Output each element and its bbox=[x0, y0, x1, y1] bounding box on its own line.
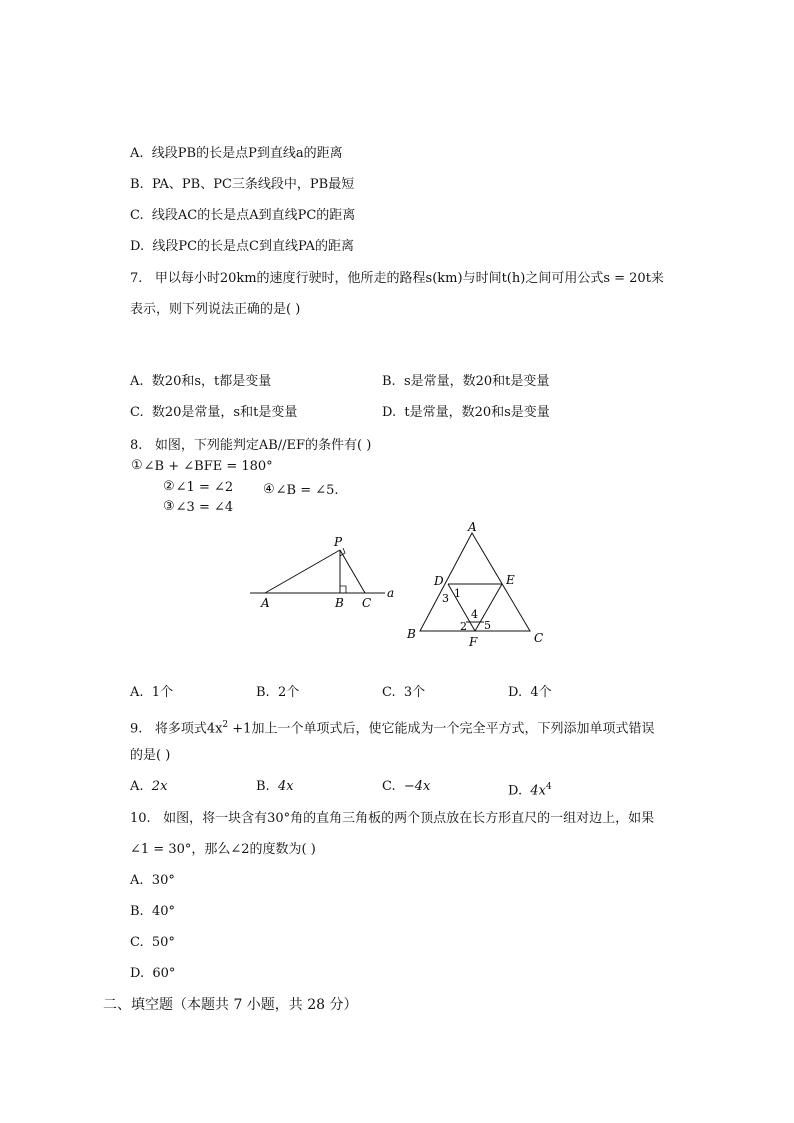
angle-5: 5 bbox=[484, 619, 491, 632]
right-angle-mark-b bbox=[340, 586, 346, 593]
label-b-vertex: B bbox=[407, 627, 416, 641]
angle-3: 3 bbox=[442, 592, 449, 605]
q6-option-a: A. 线段PB的长是点P到直线a的距离 bbox=[130, 146, 343, 161]
q6-option-b: B. PA、PB、PC三条线段中，PB最短 bbox=[130, 177, 355, 192]
q7-stem-line2: 表示，则下列说法正确的是( ) bbox=[130, 302, 301, 317]
label-e: E bbox=[506, 573, 515, 587]
label-c: C bbox=[362, 596, 372, 610]
q10-option-c: C. 50° bbox=[130, 935, 175, 950]
section-heading: 二、填空题（本题共 7 小题，共 28 分） bbox=[103, 997, 358, 1013]
q10-option-d: D. 60° bbox=[130, 966, 176, 981]
q7-option-b: B. s是常量，数20和t是变量 bbox=[382, 374, 550, 389]
q8-condition-2: ②∠1 = ∠2 bbox=[163, 479, 234, 495]
q10-option-b: B. 40° bbox=[130, 904, 175, 919]
label-f: F bbox=[469, 635, 478, 649]
label-a-point: A bbox=[261, 596, 270, 610]
label-a: A bbox=[468, 520, 477, 534]
q7-option-a: A. 数20和s，t都是变量 bbox=[130, 374, 272, 389]
q8-stem: 8. 如图，下列能判定AB//EF的条件有( ) bbox=[130, 438, 372, 453]
q8-option-b: B. 2个 bbox=[256, 685, 300, 700]
label-c-vertex: C bbox=[534, 631, 544, 645]
q10-stem-line2: ∠1 = 30°，那么∠2的度数为( ) bbox=[130, 842, 316, 857]
q8-option-c: C. 3个 bbox=[382, 685, 426, 700]
q7-stem-line1: 7. 甲以每小时20km的速度行驶时，他所走的路程s(km)与时间t(h)之间可用公式s = 20t来 bbox=[130, 271, 664, 286]
segment-pc bbox=[340, 550, 365, 593]
q9-option-a: A. 2x bbox=[130, 779, 168, 794]
q6-option-d: D. 线段PC的长是点C到直线PA的距离 bbox=[130, 239, 354, 254]
segment-pa bbox=[265, 550, 340, 593]
q9-stem-line2: 的是( ) bbox=[130, 748, 171, 763]
label-line-a: a bbox=[387, 586, 395, 600]
q9-option-d: D. $4x^4$ bbox=[508, 782, 552, 799]
angle-1: 1 bbox=[454, 587, 461, 600]
q8-condition-3: ③∠3 = ∠4 bbox=[163, 499, 234, 515]
q8-option-d: D. 4个 bbox=[508, 685, 552, 700]
q8-option-a: A. 1个 bbox=[130, 685, 174, 700]
label-d: D bbox=[434, 574, 444, 588]
angle-2: 2 bbox=[460, 620, 467, 633]
q8-condition-4: ④∠B = ∠5. bbox=[263, 482, 339, 498]
figure-point-line bbox=[245, 530, 405, 615]
q6-option-c: C. 线段AC的长是点A到直线PC的距离 bbox=[130, 208, 356, 223]
q7-option-d: D. t是常量，数20和s是变量 bbox=[382, 405, 550, 420]
angle-4: 4 bbox=[471, 608, 478, 621]
q7-option-c: C. 数20是常量，s和t是变量 bbox=[130, 405, 298, 420]
figure-triangle bbox=[400, 518, 560, 653]
label-b: B bbox=[335, 596, 344, 610]
q8-condition-1: ①∠B + ∠BFE = 180° bbox=[131, 458, 273, 474]
q10-option-a: A. 30° bbox=[130, 873, 175, 888]
q10-stem-line1: 10. 如图，将一块含有30°角的直角三角板的两个顶点放在长方形直尺的一组对边上，如果 bbox=[130, 811, 655, 826]
q9-option-b: B. 4x bbox=[256, 779, 294, 794]
q9-stem-line1: 9. 将多项式$4x^2 +1$加上一个单项式后，使它能成为一个完全平方式，下列添加单项式错误 bbox=[130, 720, 655, 737]
q9-option-c: C. −4x bbox=[382, 779, 431, 794]
label-p: P bbox=[334, 535, 343, 549]
